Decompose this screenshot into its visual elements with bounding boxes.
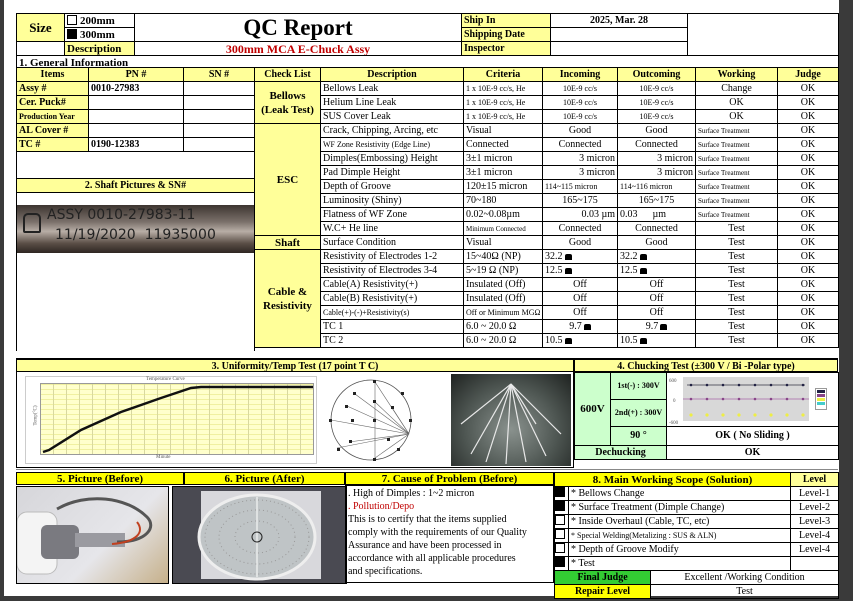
row-outcoming[interactable]: 114~116 micron (618, 180, 696, 194)
group-cable-resistivity: Cable & Resistivity (255, 250, 321, 348)
scope-checkbox[interactable] (555, 501, 569, 515)
row-working[interactable]: Test (696, 250, 778, 264)
scope-item: * Inside Overhaul (Cable, TC, etc) (569, 515, 791, 529)
uniformity-panel (16, 372, 574, 468)
chart-ylabel: Temp(°C) (33, 405, 39, 426)
scope-level: Level-1 (791, 487, 839, 501)
row-incoming[interactable]: Off (543, 278, 618, 292)
scope-checkbox[interactable] (555, 543, 569, 557)
certify-line: and specifications. (348, 566, 423, 577)
group-shaft: Shaft (255, 236, 321, 250)
pn-value[interactable] (89, 110, 184, 124)
pn-value[interactable] (89, 124, 184, 138)
row-outcoming[interactable]: 0.03 µm (618, 208, 696, 222)
ohm-icon (660, 324, 667, 330)
row-judge[interactable]: OK (778, 292, 839, 306)
sn-value[interactable] (184, 82, 255, 96)
cause-panel (345, 485, 554, 583)
dechucking-value: OK (667, 446, 839, 460)
row-outcoming[interactable]: 3 micron (618, 152, 696, 166)
temperature-chart (25, 376, 317, 464)
row-incoming[interactable]: Connected (543, 138, 618, 152)
row-judge[interactable]: OK (778, 306, 839, 320)
row-judge[interactable]: OK (778, 250, 839, 264)
chucking-second: 2nd(+) : 300V (611, 400, 667, 427)
cause-line-2: . Pollution/Depo (348, 501, 415, 512)
row-incoming[interactable]: 10E-9 cc/s (543, 96, 618, 110)
row-desc: Resistivity of Electrodes 3-4 (321, 264, 464, 278)
header-blank (688, 14, 839, 56)
pn-value[interactable]: 0010-27983 (89, 82, 184, 96)
row-criteria: 70~180 (464, 194, 543, 208)
scope-checkbox[interactable] (555, 557, 569, 571)
row-incoming[interactable]: 3 micron (543, 166, 618, 180)
row-criteria: Insulated (Off) (464, 278, 543, 292)
col-sn: SN # (184, 68, 255, 82)
row-criteria: 15~40Ω (NP) (464, 250, 543, 264)
scope-level: Level-2 (791, 501, 839, 515)
row-desc: Cable(B) Resistivity(+) (321, 292, 464, 306)
row-incoming[interactable]: Connected (543, 222, 618, 236)
repair-level-value: Test (651, 585, 839, 599)
size-label: Size (17, 14, 65, 42)
row-desc: Cable(+)-(-)+Resistivity(s) (321, 306, 464, 320)
ohm-icon (640, 338, 647, 344)
chucking-angle: 90 ° (611, 427, 667, 446)
sn-value[interactable] (184, 138, 255, 152)
row-judge[interactable]: OK (778, 236, 839, 250)
row-outcoming[interactable]: Connected (618, 138, 696, 152)
item-label: AL Cover # (17, 124, 89, 138)
row-working[interactable]: Surface Treatment (696, 166, 778, 180)
scope-item: * Bellows Change (569, 487, 791, 501)
chucking-plot-area (683, 377, 809, 421)
row-outcoming[interactable]: Off (618, 292, 696, 306)
row-desc: Helium Line Leak (321, 96, 464, 110)
row-judge[interactable]: OK (778, 152, 839, 166)
row-working[interactable]: Test (696, 334, 778, 348)
row-outcoming[interactable]: 10E-9 cc/s (618, 110, 696, 124)
ohm-icon (640, 254, 647, 260)
item-label: Production Year (17, 110, 89, 124)
chucking-table (574, 372, 839, 460)
col-outcoming: Outcoming (618, 68, 696, 82)
row-working[interactable]: Change (696, 82, 778, 96)
row-incoming[interactable]: Good (543, 236, 618, 250)
scope-level-header: Level (791, 473, 839, 487)
row-desc: Pad Dimple Height (321, 166, 464, 180)
row-criteria: Minimum Connected (464, 222, 543, 236)
row-desc: Depth of Groove (321, 180, 464, 194)
shaft-engraving-line1: ASSY 0010-27983-11 (47, 207, 196, 223)
scope-item: * Surface Treatment (Dimple Change) (569, 501, 791, 515)
row-criteria: 6.0 ~ 20.0 Ω (464, 334, 543, 348)
ohm-icon (565, 254, 572, 260)
row-incoming[interactable]: 3 micron (543, 152, 618, 166)
row-judge[interactable]: OK (778, 278, 839, 292)
picture-after-title: 6. Picture (After) (184, 472, 345, 485)
row-judge[interactable]: OK (778, 208, 839, 222)
row-criteria: 1 x 10E-9 cc/s, He (464, 96, 543, 110)
description-label: Description (65, 42, 135, 56)
row-working[interactable]: Surface Treatment (696, 138, 778, 152)
uniformity-title: 3. Uniformity/Temp Test (17 point T C) (16, 359, 574, 372)
checkbox-filled-icon (555, 487, 565, 497)
row-desc: WF Zone Resistivity (Edge Line) (321, 138, 464, 152)
row-desc: Cable(A) Resistivity(+) (321, 278, 464, 292)
chart-legend (815, 388, 827, 410)
size-option-300[interactable]: 300mm (65, 28, 135, 42)
sn-value[interactable] (184, 124, 255, 138)
row-criteria: Off or Minimum MGΩ (464, 306, 543, 320)
chucking-angle-result: OK ( No Sliding ) (667, 427, 839, 446)
chucking-voltage: 600V (575, 373, 611, 446)
scope-checkbox[interactable] (555, 515, 569, 529)
scope-level: Level-4 (791, 543, 839, 557)
checkbox-empty-icon (555, 529, 565, 539)
scope-level: Level-3 (791, 515, 839, 529)
chucking-first: 1st(-) : 300V (611, 373, 667, 400)
row-desc: Dimples(Embossing) Height (321, 152, 464, 166)
checkbox-empty-icon (555, 515, 565, 525)
item-label: Assy # (17, 82, 89, 96)
row-desc: W.C+ He line (321, 222, 464, 236)
ohm-icon (565, 338, 572, 344)
row-outcoming[interactable]: Connected (618, 222, 696, 236)
logo-icon (23, 213, 41, 233)
shipping-date-value[interactable] (551, 28, 688, 42)
row-judge[interactable]: OK (778, 180, 839, 194)
col-description: Description (321, 68, 464, 82)
row-criteria: 1 x 10E-9 cc/s, He (464, 110, 543, 124)
checkbox-empty-icon (555, 543, 565, 553)
shaft-pictures-title: 2. Shaft Pictures & SN# (17, 179, 255, 193)
row-desc: TC 1 (321, 320, 464, 334)
cause-title: 7. Cause of Problem (Before) (345, 472, 554, 485)
row-working[interactable]: Surface Treatment (696, 152, 778, 166)
row-outcoming[interactable]: Good (618, 124, 696, 138)
pn-value[interactable]: 0190-12383 (89, 138, 184, 152)
row-criteria: Visual (464, 236, 543, 250)
col-working: Working (696, 68, 778, 82)
row-incoming[interactable]: 114~115 micron (543, 180, 618, 194)
pn-value[interactable] (89, 96, 184, 110)
scope-level: Level-4 (791, 529, 839, 543)
row-incoming[interactable]: 10E-9 cc/s (543, 110, 618, 124)
inspector-value[interactable] (551, 42, 688, 56)
row-criteria: 3±1 micron (464, 152, 543, 166)
group-bellows: Bellows (Leak Test) (255, 82, 321, 124)
report-header (16, 13, 839, 70)
checklist-table (254, 67, 839, 348)
row-outcoming[interactable]: 10E-9 cc/s (618, 82, 696, 96)
row-desc: SUS Cover Leak (321, 110, 464, 124)
chart-plot-area (40, 383, 314, 455)
row-judge[interactable]: OK (778, 138, 839, 152)
row-outcoming[interactable]: 9.7 (618, 320, 696, 334)
row-working[interactable]: Surface Treatment (696, 208, 778, 222)
col-judge: Judge (778, 68, 839, 82)
picture-before-title: 5. Picture (Before) (16, 472, 184, 485)
col-items: Items (17, 68, 89, 82)
row-outcoming[interactable]: 165~175 (618, 194, 696, 208)
row-incoming[interactable]: 32.2 (543, 250, 618, 264)
window-frame-left (0, 0, 4, 601)
row-criteria: 0.02~0.08µm (464, 208, 543, 222)
picture-after (172, 486, 347, 584)
ohm-icon (584, 324, 591, 330)
scope-item: * Depth of Groove Modify (569, 543, 791, 557)
window-frame-right (839, 0, 853, 601)
row-judge[interactable]: OK (778, 110, 839, 124)
shaft-engraving-line2: 11/19/2020 11935000 (55, 227, 216, 243)
qc-report-sheet (16, 13, 838, 597)
dechucking-label: Dechucking (575, 446, 667, 460)
ship-in-label: Ship In (462, 14, 551, 28)
sn-value[interactable] (184, 110, 255, 124)
col-incoming: Incoming (543, 68, 618, 82)
row-criteria: Connected (464, 138, 543, 152)
row-desc: TC 2 (321, 334, 464, 348)
row-judge[interactable]: OK (778, 264, 839, 278)
row-working[interactable]: Test (696, 306, 778, 320)
row-working[interactable]: Test (696, 320, 778, 334)
row-desc: Luminosity (Shiny) (321, 194, 464, 208)
row-working[interactable]: OK (696, 110, 778, 124)
row-judge[interactable]: OK (778, 320, 839, 334)
row-incoming[interactable]: Off (543, 292, 618, 306)
scope-level (791, 557, 839, 571)
row-working[interactable]: Test (696, 264, 778, 278)
row-desc: Resistivity of Electrodes 1-2 (321, 250, 464, 264)
row-incoming[interactable]: 12.5 (543, 264, 618, 278)
row-outcoming[interactable]: 10.5 (618, 334, 696, 348)
row-desc: Surface Condition (321, 236, 464, 250)
chucking-title: 4. Chucking Test (±300 V / Bi -Polar type) (574, 359, 838, 372)
ohm-icon (565, 268, 572, 274)
col-checklist: Check List (255, 68, 321, 82)
row-incoming[interactable]: 0.03 µm (543, 208, 618, 222)
row-judge[interactable]: OK (778, 222, 839, 236)
row-judge[interactable]: OK (778, 124, 839, 138)
inspector-label: Inspector (462, 42, 551, 56)
row-working[interactable]: Surface Treatment (696, 124, 778, 138)
shipping-date-label: Shipping Date (462, 28, 551, 42)
row-incoming[interactable]: 10E-9 cc/s (543, 82, 618, 96)
certify-line: This is to certify that the items supplied (348, 514, 507, 525)
size-option-200[interactable]: 200mm (65, 14, 135, 28)
row-outcoming[interactable]: Off (618, 278, 696, 292)
ship-in-value[interactable]: 2025, Mar. 28 (551, 14, 688, 28)
row-outcoming[interactable]: 10E-9 cc/s (618, 96, 696, 110)
row-criteria: 6.0 ~ 20.0 Ω (464, 320, 543, 334)
row-working[interactable]: Test (696, 236, 778, 250)
ohm-icon (640, 268, 647, 274)
certify-line: accordance with all applicable procedures (348, 553, 516, 564)
page-title: QC Report (135, 14, 462, 42)
row-outcoming[interactable]: Good (618, 236, 696, 250)
row-working[interactable]: OK (696, 96, 778, 110)
scope-checkbox[interactable] (555, 529, 569, 543)
final-judge-label: Final Judge (555, 571, 651, 585)
row-desc: Flatness of WF Zone (321, 208, 464, 222)
section-general-title: 1. General Information (17, 56, 839, 70)
row-outcoming[interactable]: 3 micron (618, 166, 696, 180)
tc-wiring-photo (451, 374, 571, 466)
row-incoming[interactable]: 165~175 (543, 194, 618, 208)
item-label: TC # (17, 138, 89, 152)
row-working[interactable]: Test (696, 278, 778, 292)
row-working[interactable]: Surface Treatment (696, 194, 778, 208)
checkbox-filled-icon (555, 501, 565, 511)
picture-before (16, 486, 169, 584)
description-value: 300mm MCA E-Chuck Assy (135, 42, 462, 56)
row-judge[interactable]: OK (778, 194, 839, 208)
row-incoming[interactable]: Good (543, 124, 618, 138)
row-outcoming[interactable]: Off (618, 306, 696, 320)
row-outcoming[interactable]: 32.2 (618, 250, 696, 264)
scope-title: 8. Main Working Scope (Solution) (555, 473, 791, 487)
scope-item: * Test (569, 557, 791, 571)
row-criteria: 5~19 Ω (NP) (464, 264, 543, 278)
item-label: Cer. Puck# (17, 96, 89, 110)
row-incoming[interactable]: 10.5 (543, 334, 618, 348)
row-desc: Crack, Chipping, Arcing, etc (321, 124, 464, 138)
row-incoming[interactable]: Off (543, 306, 618, 320)
scope-table (554, 472, 839, 599)
general-info-table (16, 67, 255, 351)
row-working[interactable]: Surface Treatment (696, 180, 778, 194)
row-desc: Bellows Leak (321, 82, 464, 96)
row-working[interactable]: Test (696, 222, 778, 236)
row-criteria: Visual (464, 124, 543, 138)
row-criteria: 120±15 micron (464, 180, 543, 194)
final-judge-value: Excellent /Working Condition (651, 571, 839, 585)
row-outcoming[interactable]: 12.5 (618, 264, 696, 278)
col-criteria: Criteria (464, 68, 543, 82)
certify-line: Assurance and have been processed in (348, 540, 502, 551)
tc-point-diagram (325, 376, 421, 464)
temperature-curve (41, 384, 313, 454)
chucking-chart: 600 0 -600 (667, 373, 839, 427)
row-judge[interactable]: OK (778, 82, 839, 96)
chart-xlabel: Minute (156, 455, 171, 460)
row-criteria: 1 x 10E-9 cc/s, He (464, 82, 543, 96)
row-criteria: 3±1 micron (464, 166, 543, 180)
row-incoming[interactable]: 9.7 (543, 320, 618, 334)
sn-value[interactable] (184, 96, 255, 110)
checkbox-empty-icon (67, 15, 77, 25)
repair-level-label: Repair Level (555, 585, 651, 599)
scope-checkbox[interactable] (555, 487, 569, 501)
scope-item: * Special Welding(Metalizing : SUS & ALN) (569, 529, 791, 543)
certify-line: comply with the requirements of our Quality (348, 527, 527, 538)
cause-line-1: . High of Dimples : 1~2 micron (348, 488, 475, 499)
group-esc: ESC (255, 124, 321, 236)
shaft-photo (17, 205, 254, 253)
row-judge[interactable]: OK (778, 166, 839, 180)
row-judge[interactable]: OK (778, 96, 839, 110)
chart-title: Temperature Curve (146, 377, 185, 382)
checkbox-filled-icon (555, 557, 565, 567)
checkbox-filled-icon (67, 29, 77, 39)
row-working[interactable]: Test (696, 292, 778, 306)
row-judge[interactable]: OK (778, 334, 839, 348)
row-criteria: Insulated (Off) (464, 292, 543, 306)
col-pn: PN # (89, 68, 184, 82)
